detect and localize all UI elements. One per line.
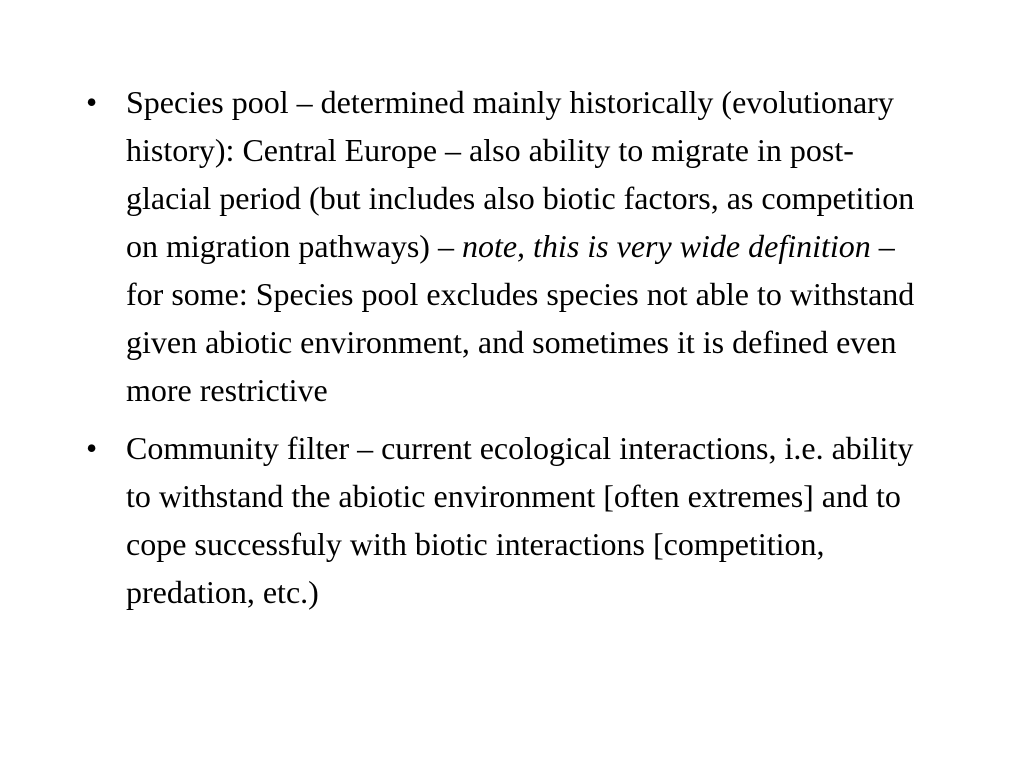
community-filter-text: Community filter – current ecological interactions, i.e. ability to withstand the abiotic environment [often extremes] and to cope successfuly with biotic interactions [competition, predation, etc.)	[126, 430, 914, 610]
bullet-community-filter	[86, 424, 916, 616]
bullet-list	[86, 78, 916, 626]
species-pool-text: Species pool – determined mainly historically (evolutionary history): Central Europe – also ability to migrate in post-glacial period (but includes also biotic factors, as competition on migration pathways) –	[126, 84, 915, 264]
species-pool-text-continued: – for some: Species pool excludes species not able to withstand given abiotic environment, and sometimes it is defined even more restrictive	[126, 228, 915, 408]
species-pool-italic-note: note, this is very wide definition	[461, 228, 871, 264]
bullet-species-pool	[86, 78, 916, 414]
bullet-icon: •	[86, 430, 98, 466]
bullet-icon: •	[86, 84, 98, 120]
